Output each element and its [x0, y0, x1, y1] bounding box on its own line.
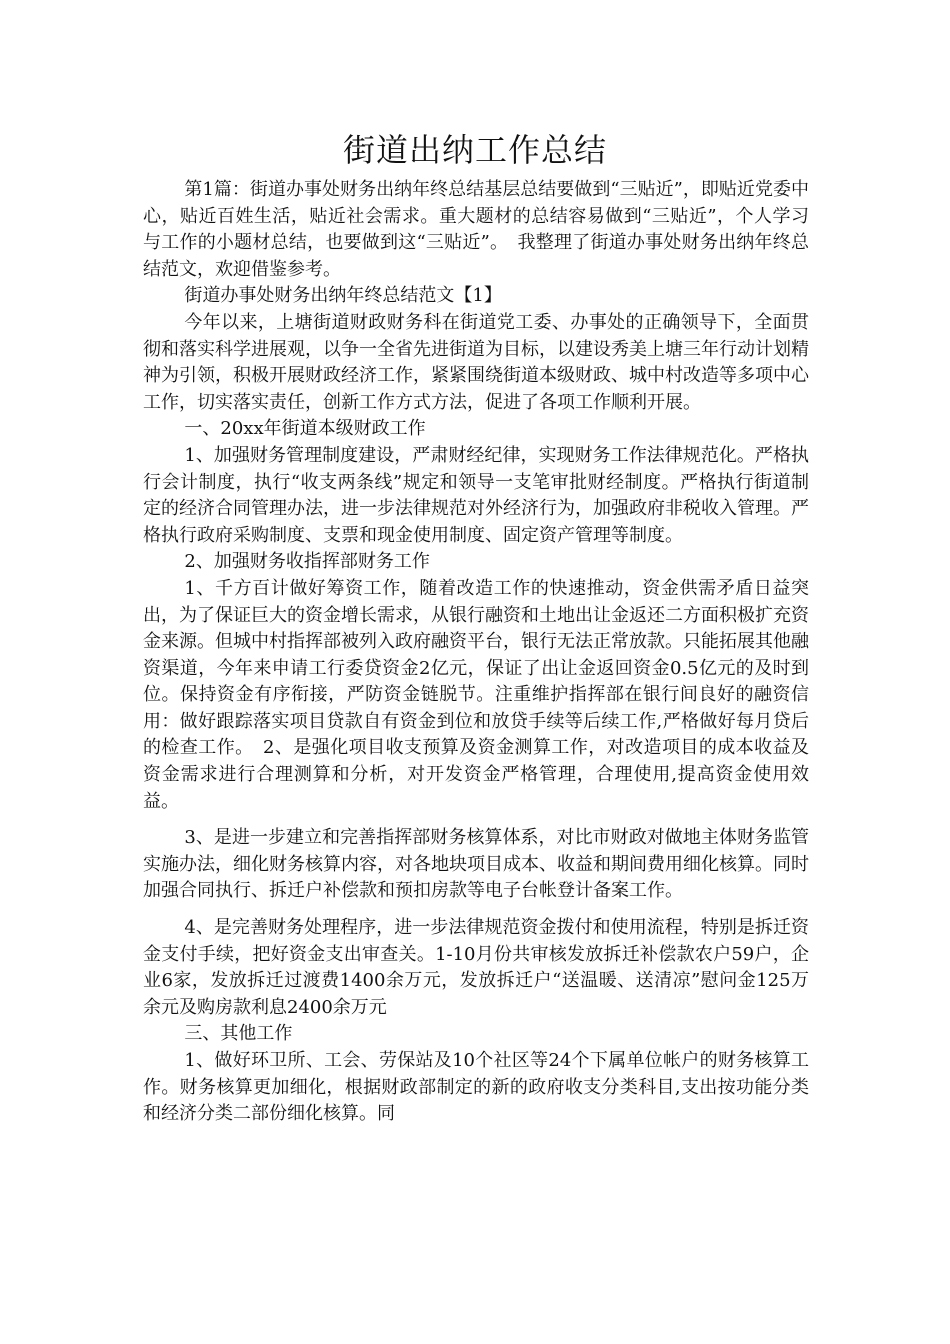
section-heading-3: 三、其他工作: [184, 1023, 293, 1045]
paragraph-sample-heading: 街道办事处财务出纳年终总结范文【1】: [184, 285, 502, 307]
paragraph-management: 1、加强财务管理制度建设，严肃财经纪律，实现财务工作法律规范化。严格执行会计制度，执行“收支两条线”规定和领导一支笔审批财经制度。严格执行街道制定的经济合同管理办法，进一步法律规范对外经济行为，加强政府非税收入管理。严格执行政府采购制度、支票和现金使用制度、固定资产管理等制度。: [143, 444, 809, 546]
paragraph-overview: 今年以来，上塘街道财政财务科在街道党工委、办事处的正确领导下，全面贯彻和落实科学进展观，以争一全省先进街道为目标，以建设秀美上塘三年行动计划精神为引领，积极开展财政经济工作，紧紧围绕街道本级财政、城中村改造等多项中心工作，切实落实责任，创新工作方式方法，促进了各项工作顺利开展。: [143, 311, 809, 413]
section-heading-2: 2、加强财务收指挥部财务工作: [184, 551, 430, 573]
paragraph-other-work: 1、做好环卫所、工会、劳保站及10个社区等24个下属单位帐户的财务核算工作。财务核算更加细化，根据财政部制定的新的政府收支分类科目,支出按功能分类和经济分类二部份细化核算。同: [143, 1050, 809, 1125]
paragraph-accounting-system: 3、是进一步建立和完善指挥部财务核算体系，对比市财政对做地主体财务监管实施办法，细化财务核算内容，对各地块项目成本、收益和期间费用细化核算。同时加强合同执行、拆迁户补偿款和预扣房款等电子台帐登计备案工作。: [143, 827, 809, 902]
document-title: 街道出纳工作总结: [342, 131, 607, 169]
paragraph-procedures: 4、是完善财务处理程序，进一步法律规范资金拨付和使用流程，特别是拆迁资金支付手续，把好资金支出审查关。1-10月份共审核发放拆迁补偿款农户59户，企业6家，发放拆迁过渡费1400余万元，发放拆迁户“送温暖、送清凉”慰问金125万余元及购房款利息2400余万元: [143, 917, 809, 1018]
paragraph-intro: 第1篇：街道办事处财务出纳年终总结基层总结要做到“三贴近”，即贴近党委中心，贴近百姓生活，贴近社会需求。重大题材的总结容易做到“三贴近”，个人学习与工作的小题材总结，也要做到这“三贴近”。 我整理了街道办事处财务出纳年终总结范文，欢迎借鉴参考。: [143, 179, 809, 280]
document-body: [143, 177, 809, 1128]
paragraph-financing: 1、千方百计做好筹资工作，随着改造工作的快速推动，资金供需矛盾日益突出，为了保证巨大的资金增长需求，从银行融资和土地出让金返还二方面积极扩充资金来源。但城中村指挥部被列入政府融资平台，银行无法正常放款。只能拓展其他融资渠道，今年来申请工行委贷资金2亿元，保证了出让金返回资金0.5亿元的及时到位。保持资金有序衔接，严防资金链脱节。注重维护指挥部在银行间良好的融资信用：做好跟踪落实项目贷款自有资金到位和放贷手续等后续工作,严格做好每月贷后的检查工作。 2、是强化项目收支预算及资金测算工作，对改造项目的成本收益及资金需求进行合理测算和分析，对开发资金严格管理，合理使用,提高资金使用效益。: [143, 577, 809, 812]
section-heading-1: 一、20xx年街道本级财政工作: [184, 418, 426, 440]
